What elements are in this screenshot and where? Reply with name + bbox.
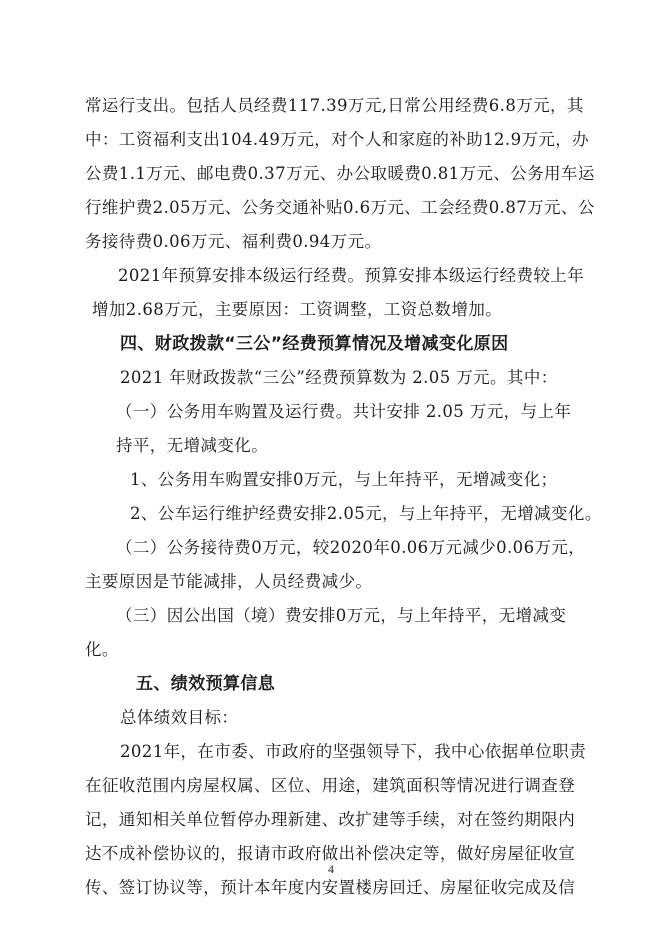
paragraph-line: 2021年，在市委、市政府的坚强领导下，我中心依据单位职责 [120,742,587,761]
paragraph-line: 达不成补偿协议的，报请市政府做出补偿决定等，做好房屋征收宣 [85,844,576,863]
paragraph-line: 持平，无增减变化。 [116,436,269,455]
paragraph-line: 2、公车运行维护经费安排2.05元，与上年持平，无增减变化。 [130,504,602,523]
paragraph-line: 记，通知相关单位暂停办理新建、改扩建等手续，对在签约期限内 [85,810,576,829]
paragraph-line: 在征收范围内房屋权属、区位、用途，建筑面积等情况进行调查登 [85,776,576,795]
paragraph-line: （二）公务接待费0万元，较2020年0.06万元减少0.06万元， [116,538,586,557]
paragraph-line: 1、公务用车购置安排0万元，与上年持平，无增减变化； [130,470,558,489]
paragraph-line: 务接待费0.06万元、福利费0.94万元。 [85,232,382,251]
paragraph-line: （三）因公出国（境）费安排0万元，与上年持平，无增减变 [116,606,567,625]
section-heading: 四、财政拨款“三公”经费预算情况及增减变化原因 [120,334,509,354]
paragraph-line: 总体绩效目标： [120,708,239,727]
paragraph-line: 2021 年财政拨款“三公”经费预算数为 2.05 万元。其中： [120,368,558,387]
paragraph-line: 公费1.1万元、邮电费0.37万元、办公取暖费0.81万元、公务用车运 [85,164,595,183]
page-number: 4 [328,862,334,876]
paragraph-line: 行维护费2.05万元、公务交通补贴0.6万元、工会经费0.87万元、公 [85,198,595,217]
paragraph-line: 常运行支出。包括人员经费117.39万元,日常公用经费6.8万元，其 [85,96,584,115]
paragraph-line: 化。 [85,640,119,659]
paragraph-line: 传、签订协议等，预计本年度内安置楼房回迁、房屋征收完成及信 [85,878,576,897]
paragraph-line: 中：工资福利支出104.49万元，对个人和家庭的补助12.9万元，办 [85,130,590,149]
paragraph-line: 增加2.68万元，主要原因：工资调整，工资总数增加。 [92,300,503,319]
section-heading: 五、绩效预算信息 [136,674,276,694]
paragraph-line: （一）公务用车购置及运行费。共计安排 2.05 万元，与上年 [116,402,572,421]
paragraph-line: 主要原因是节能减排，人员经费减少。 [85,572,373,591]
paragraph-line: 2021年预算安排本级运行经费。预算安排本级运行经费较上年 [118,266,585,285]
